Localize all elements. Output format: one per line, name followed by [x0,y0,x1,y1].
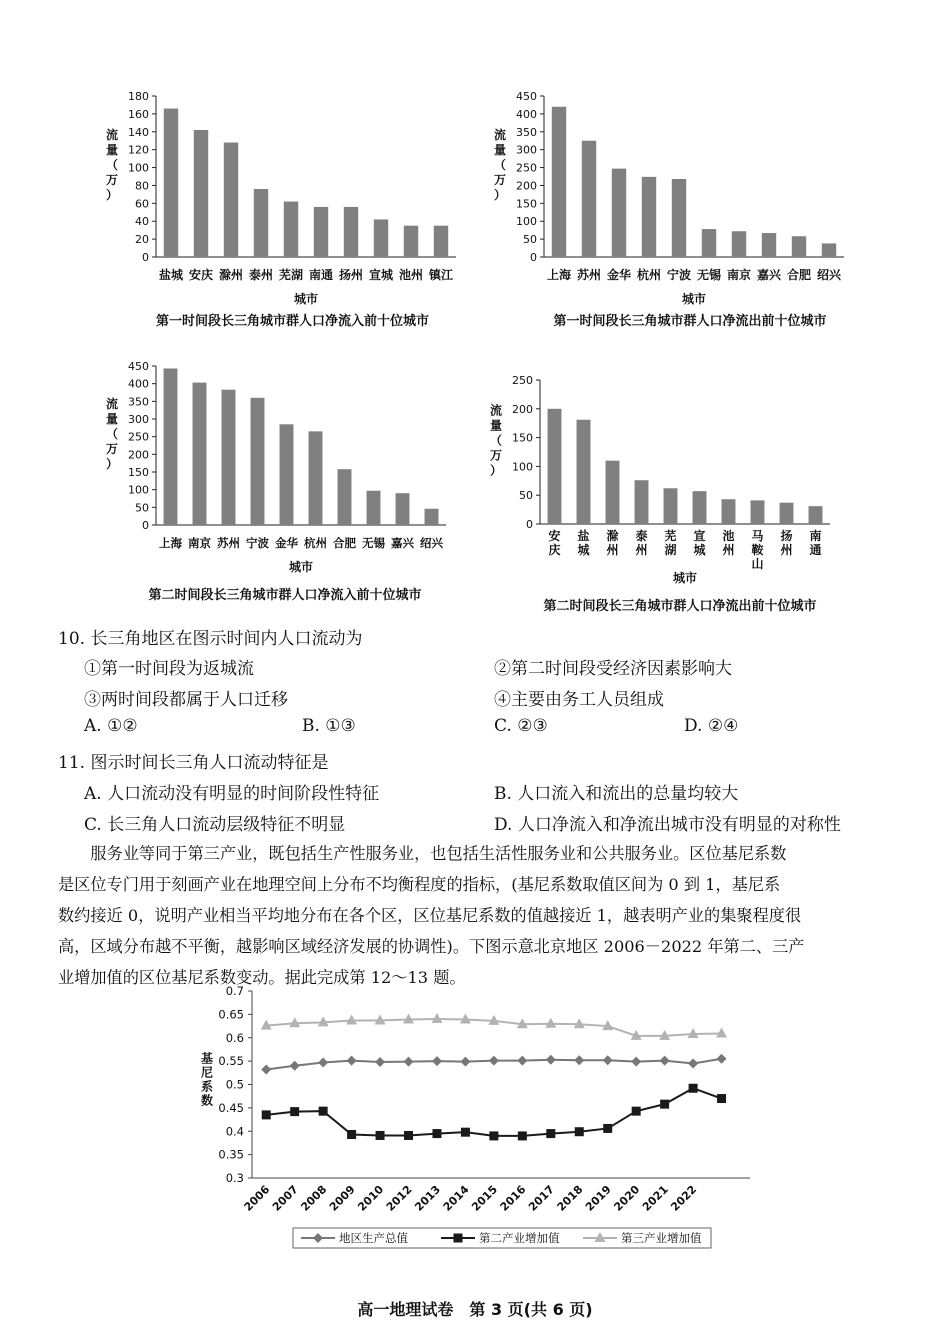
bar [251,398,265,525]
x-tick-label: 扬州 [338,268,364,282]
y-tick-label: 250 [512,374,533,387]
data-point [431,1013,442,1023]
y-tick-label: 0 [526,518,533,531]
x-tick-label: 宣城 [368,268,394,282]
question-10-stem: 10. 长三角地区在图示时间内人口流动为 [58,629,363,649]
data-point [404,1057,414,1067]
bar [582,141,596,257]
x-tick-label: 2008 [298,1182,330,1214]
y-tick-label: 20 [135,233,149,247]
x-tick-label: 泰州 [635,529,648,557]
y-tick-label: 100 [512,460,533,474]
chart-outflow-period2 [478,370,858,595]
bar [367,491,381,525]
y-tick-label: 100 [516,215,537,229]
x-tick-label: 马鞍山 [751,529,764,571]
y-tick-label: 150 [516,197,537,211]
x-tick-label: 2014 [440,1182,472,1214]
y-tick-label: 180 [128,90,149,103]
x-tick-label: 盐城 [158,268,184,282]
question-11-stem: 11. 图示时间长三角人口流动特征是 [58,753,329,773]
x-tick-label: 绍兴 [816,268,842,282]
y-tick-label: 0.5 [225,1077,244,1092]
x-tick-label: 2022 [668,1182,700,1214]
y-axis-label: 基尼系数 [200,1051,214,1108]
x-tick-label: 宁波 [246,536,269,550]
data-point [347,1056,357,1066]
question-10-statement-1: ①第一时间段为返城流 [84,659,254,679]
bar [396,493,410,525]
bar [280,424,294,525]
y-tick-label: 200 [516,179,537,193]
x-tick-label: 2012 [383,1182,415,1214]
data-point [290,1107,299,1116]
data-point [716,1028,727,1038]
y-tick-label: 200 [128,448,149,462]
y-tick-label: 150 [512,431,533,445]
bar [314,207,328,257]
x-tick-label: 苏州 [576,268,602,282]
bar [193,383,207,525]
data-point [574,1055,584,1065]
y-tick-label: 40 [135,215,149,229]
y-tick-label: 50 [519,489,533,503]
y-tick-label: 450 [516,90,537,103]
y-tick-label: 120 [128,143,149,157]
x-tick-label: 2006 [241,1182,273,1214]
question-10-statement-2: ②第二时间段受经济因素影响大 [494,659,732,679]
chart-title-inflow-period1: 第一时间段长三角城市群人口净流入前十位城市 [155,314,429,329]
y-tick-label: 0.45 [218,1100,244,1115]
data-point [319,1107,328,1116]
y-tick-label: 50 [523,233,537,247]
data-point [603,1055,613,1065]
data-point [489,1131,498,1140]
data-point [689,1084,698,1093]
material-passage [58,838,894,993]
y-axis-label: 流量（万） [105,397,119,471]
x-tick-label: 安庆 [548,529,561,557]
bar [552,107,566,257]
data-point [261,1065,271,1075]
bar [222,390,236,525]
data-point [546,1055,556,1065]
question-11-option-b[interactable]: B. 人口流入和流出的总量均较大 [494,784,739,804]
y-tick-label: 350 [128,395,149,409]
data-point [290,1061,300,1071]
x-tick-label: 无锡 [696,268,722,282]
data-point [545,1018,556,1028]
y-tick-label: 0.35 [218,1147,244,1162]
bar [577,420,591,524]
bar [338,469,352,525]
bar [612,169,626,257]
y-tick-label: 300 [128,413,149,426]
bar [425,509,439,525]
data-point [262,1110,271,1119]
data-point [517,1056,527,1066]
bar [751,500,765,524]
data-point [461,1128,470,1137]
x-tick-label: 上海 [546,268,572,282]
legend-label: 第三产业增加值 [621,1231,702,1245]
y-tick-label: 60 [135,197,149,211]
x-tick-label: 盐城 [577,529,590,557]
bar [606,461,620,524]
data-point [432,1056,442,1066]
passage-line: 数约接近 0，说明产业相当平均地分布在各个区，区位基尼系数的值越接近 1，越表明产业的集聚程度很 [58,906,802,925]
y-tick-label: 350 [516,125,537,139]
data-point [347,1130,356,1139]
y-axis-label: 流量（万） [489,403,503,478]
x-tick-label: 滁州 [218,268,244,282]
x-tick-label: 宣城 [693,529,706,557]
chart-title-outflow-period2: 第二时间段长三角城市群人口净流出前十位城市 [543,599,817,614]
passage-line: 业增加值的区位基尼系数变动。据此完成第 12～13 题。 [58,968,466,987]
x-tick-label: 绍兴 [420,536,443,550]
x-tick-label: 合肥 [333,536,356,550]
question-10-option-b[interactable]: B. ①③ [302,716,356,736]
y-tick-label: 300 [516,143,537,157]
bar [164,109,178,257]
bar [693,491,707,524]
x-tick-label: 南通 [809,529,822,557]
x-tick-label: 2013 [412,1182,444,1214]
bar [762,233,776,257]
y-tick-label: 450 [128,360,149,373]
x-tick-label: 杭州 [304,536,327,550]
chart-title-inflow-period2: 第二时间段长三角城市群人口净流入前十位城市 [148,588,422,603]
x-tick-label: 嘉兴 [756,268,782,282]
x-tick-label: 2019 [582,1182,614,1214]
x-tick-label: 南通 [308,268,334,282]
x-tick-label: 池州 [722,529,735,557]
bar [194,130,208,257]
data-point [660,1056,670,1066]
x-tick-label: 扬州 [780,529,793,557]
x-tick-label: 宁波 [666,268,692,282]
x-tick-label: 金华 [606,268,632,282]
x-tick-label: 2007 [269,1182,301,1214]
y-tick-label: 140 [128,125,149,139]
chart-title-outflow-period1: 第一时间段长三角城市群人口净流出前十位城市 [553,314,827,329]
y-tick-label: 150 [128,466,149,479]
chart-outflow-period1 [482,88,852,310]
bar [374,219,388,257]
x-tick-label: 安庆 [188,268,214,282]
bar [404,226,418,257]
question-10-option-a[interactable]: A. ①② [84,716,138,736]
question-11-option-d[interactable]: D. 人口净流入和净流出城市没有明显的对称性 [494,815,841,835]
y-tick-label: 50 [135,501,149,515]
data-point [575,1127,584,1136]
y-tick-label: 250 [128,430,149,444]
bar [254,189,268,257]
bar [822,243,836,257]
y-tick-label: 0 [142,519,149,532]
x-tick-label: 镇江 [428,268,454,282]
bar [722,499,736,524]
x-tick-label: 无锡 [362,536,385,550]
x-tick-label: 泰州 [248,268,274,282]
x-tick-label: 2017 [526,1182,557,1214]
question-11-option-a[interactable]: A. 人口流动没有明显的时间阶段性特征 [84,784,380,804]
data-point [717,1094,726,1103]
legend-marker [313,1233,323,1243]
bar [809,506,823,524]
bar [780,503,794,524]
data-point [375,1057,385,1067]
x-tick-label: 滁州 [606,529,619,557]
y-tick-label: 100 [128,483,149,497]
y-tick-label: 0.65 [218,1007,244,1022]
question-10-option-d[interactable]: D. ②④ [684,716,739,736]
x-axis-label: 城市 [672,571,698,585]
y-axis-label: 流量（万） [105,128,119,202]
y-tick-label: 160 [128,107,149,121]
data-point [632,1107,641,1116]
x-tick-label: 金华 [275,536,298,550]
bar [224,143,238,257]
x-tick-label: 池州 [398,268,424,282]
x-axis-label: 城市 [293,292,319,306]
chart-inflow-period1 [100,88,460,310]
data-point [660,1100,669,1109]
data-point [489,1056,499,1066]
legend-label: 第二产业增加值 [479,1231,560,1245]
x-tick-label: 南京 [188,536,211,550]
bar [284,202,298,257]
x-axis-label: 城市 [681,292,707,306]
x-tick-label: 2021 [639,1182,671,1214]
bar [344,207,358,257]
bar [635,480,649,524]
x-tick-label: 苏州 [217,536,240,550]
bar [672,179,686,257]
y-tick-label: 200 [512,402,533,416]
x-tick-label: 2015 [469,1182,501,1214]
x-tick-label: 2010 [355,1182,387,1214]
series-line [266,1088,721,1136]
y-tick-label: 250 [516,161,537,175]
question-10-statement-3: ③两时间段都属于人口迁移 [84,690,288,710]
x-tick-label: 芜湖 [278,268,304,282]
x-tick-label: 杭州 [636,268,662,282]
question-10-option-c[interactable]: C. ②③ [494,716,548,736]
data-point [688,1058,698,1068]
legend-marker [454,1234,463,1243]
chart-gini-coefficient [180,984,770,1254]
y-tick-label: 80 [135,179,149,193]
bar [309,431,323,525]
x-tick-label: 2020 [611,1182,643,1214]
x-tick-label: 2016 [497,1182,529,1214]
data-point [603,1124,612,1133]
data-point [376,1131,385,1140]
data-point [546,1129,555,1138]
bar [164,368,178,525]
y-tick-label: 0.4 [225,1124,244,1139]
bar [434,226,448,257]
x-tick-label: 2018 [554,1182,586,1214]
bar [548,409,562,524]
x-tick-label: 芜湖 [664,529,677,557]
y-tick-label: 100 [128,161,149,175]
x-tick-label: 合肥 [786,268,812,282]
bar [702,229,716,257]
y-tick-label: 0.6 [225,1030,244,1045]
y-tick-label: 400 [128,377,149,391]
chart-inflow-period2 [100,358,460,580]
bar [792,236,806,257]
y-tick-label: 0.7 [225,984,244,998]
data-point [460,1057,470,1067]
question-11-option-c[interactable]: C. 长三角人口流动层级特征不明显 [84,815,346,835]
y-tick-label: 400 [516,107,537,121]
x-tick-label: 上海 [159,536,182,550]
x-tick-label: 嘉兴 [391,536,414,550]
data-point [631,1057,641,1067]
data-point [404,1131,413,1140]
x-axis-label: 城市 [288,560,314,574]
data-point [717,1054,727,1064]
data-point [518,1131,527,1140]
data-point [432,1129,441,1138]
passage-line: 高，区域分布越不平衡，越影响区域经济发展的协调性)。下图示意北京地区 2006－2022 年第二、三产 [58,937,805,956]
passage-line: 是区位专门用于刻画产业在地理空间上分布不均衡程度的指标，(基尼系数取值区间为 0 到 1，基尼系 [58,875,781,894]
page-footer: 高一地理试卷 第 3 页(共 6 页) [357,1300,593,1319]
legend-label: 地区生产总值 [339,1231,408,1245]
y-tick-label: 0 [530,251,537,264]
y-tick-label: 0.55 [218,1054,244,1069]
y-axis-label: 流量（万） [493,128,507,202]
data-point [318,1058,328,1068]
y-tick-label: 0.3 [225,1171,244,1185]
y-tick-label: 0 [142,251,149,264]
bar [664,488,678,524]
question-10-statement-4: ④主要由务工人员组成 [494,690,664,710]
bar [732,231,746,257]
x-tick-label: 2009 [326,1182,358,1214]
x-tick-label: 南京 [726,268,752,282]
bar [642,177,656,257]
passage-line: 服务业等同于第三产业，既包括生产性服务业，也包括生活性服务业和公共服务业。区位基尼系数 [58,844,787,863]
